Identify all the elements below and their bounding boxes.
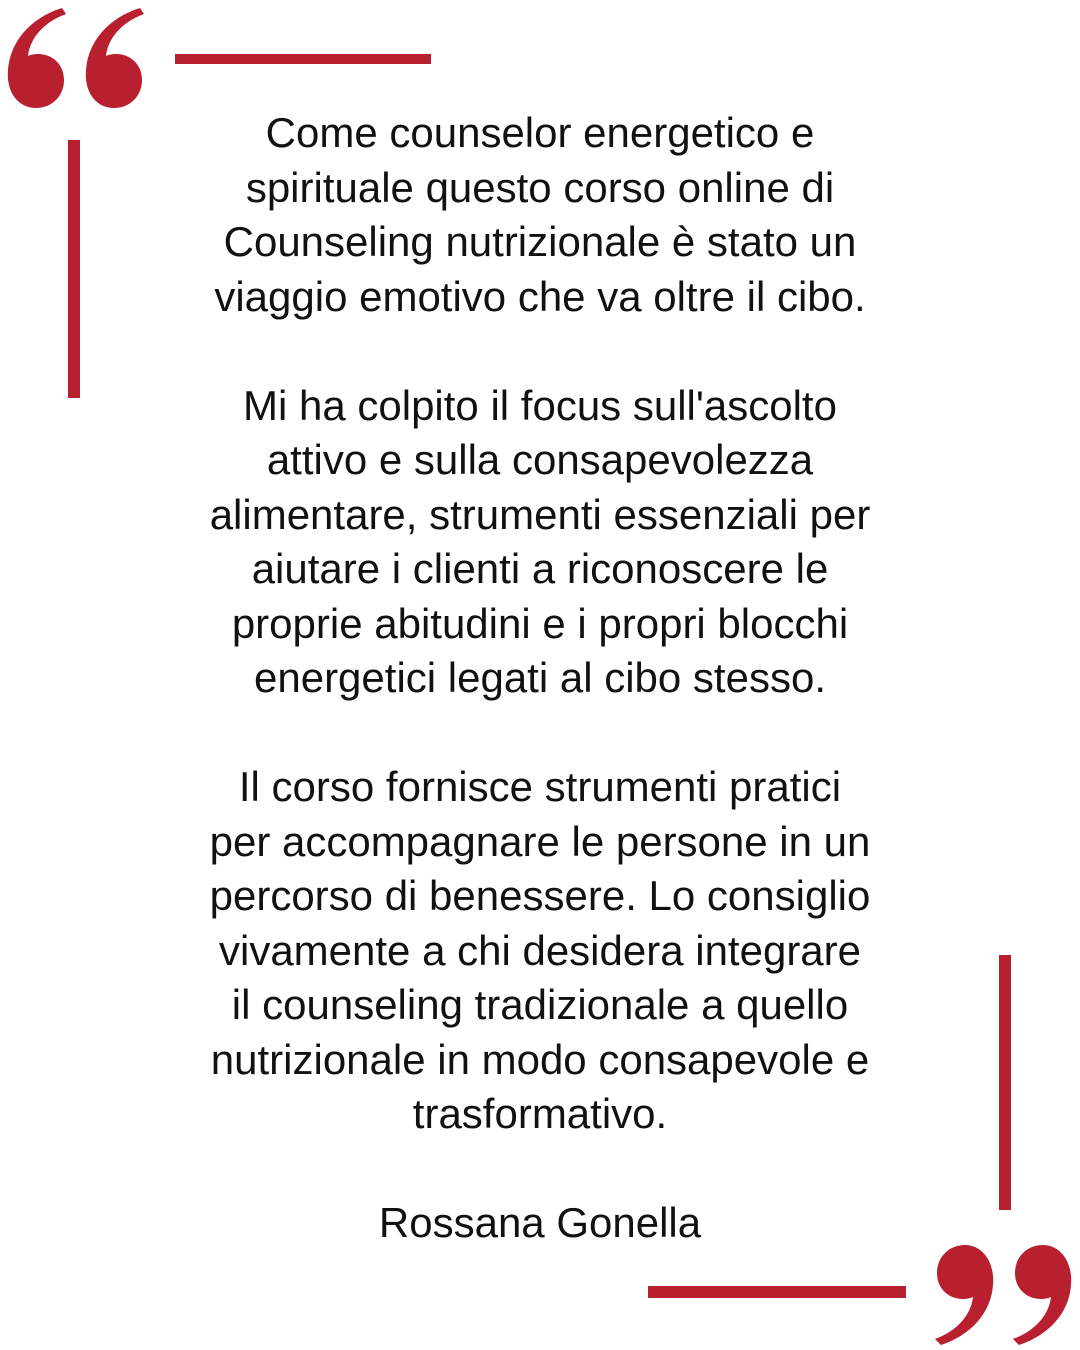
testimonial-paragraph-1 xyxy=(110,106,970,324)
text-line: trasformativo. xyxy=(412,1090,668,1137)
text-line: percorso di benessere. Lo consiglio xyxy=(209,872,871,919)
text-line: spirituale questo corso online di xyxy=(245,163,835,211)
text-line: proprie abitudini e i propri blocchi xyxy=(231,599,849,647)
closing-quote-icon xyxy=(925,1235,1080,1350)
text-line: alimentare, strumenti essenziali per xyxy=(209,490,871,538)
text-line: il counseling tradizionale a quello xyxy=(231,981,849,1028)
text-line: Counseling nutrizionale è stato un xyxy=(223,218,857,265)
opening-quote-icon xyxy=(0,0,160,120)
testimonial-paragraph-2 xyxy=(110,379,970,706)
text-line: per accompagnare le persone in un xyxy=(209,817,871,865)
top-accent-bar xyxy=(175,54,431,64)
text-line: aiutare i clienti a riconoscere le xyxy=(251,545,829,592)
text-line: attivo e sulla consapevolezza xyxy=(266,436,814,483)
text-line: vivamente a chi desidera integrare xyxy=(218,926,862,974)
text-line: nutrizionale in modo consapevole e xyxy=(210,1035,870,1083)
text-line: Mi ha colpito il focus sull'ascolto xyxy=(243,381,837,429)
text-line: Il corso fornisce strumenti pratici xyxy=(238,763,842,810)
text-line: Come counselor energetico e xyxy=(265,109,815,156)
testimonial-paragraph-3 xyxy=(110,760,970,1142)
right-accent-bar xyxy=(999,955,1011,1210)
text-line: viaggio emotivo che va oltre il cibo. xyxy=(214,272,866,320)
left-accent-bar xyxy=(68,140,80,398)
text-line: energetici legati al cibo stesso. xyxy=(254,654,826,701)
testimonial-text xyxy=(110,106,970,1251)
bottom-accent-bar xyxy=(648,1286,906,1298)
testimonial-author: Rossana Gonella xyxy=(378,1199,702,1246)
